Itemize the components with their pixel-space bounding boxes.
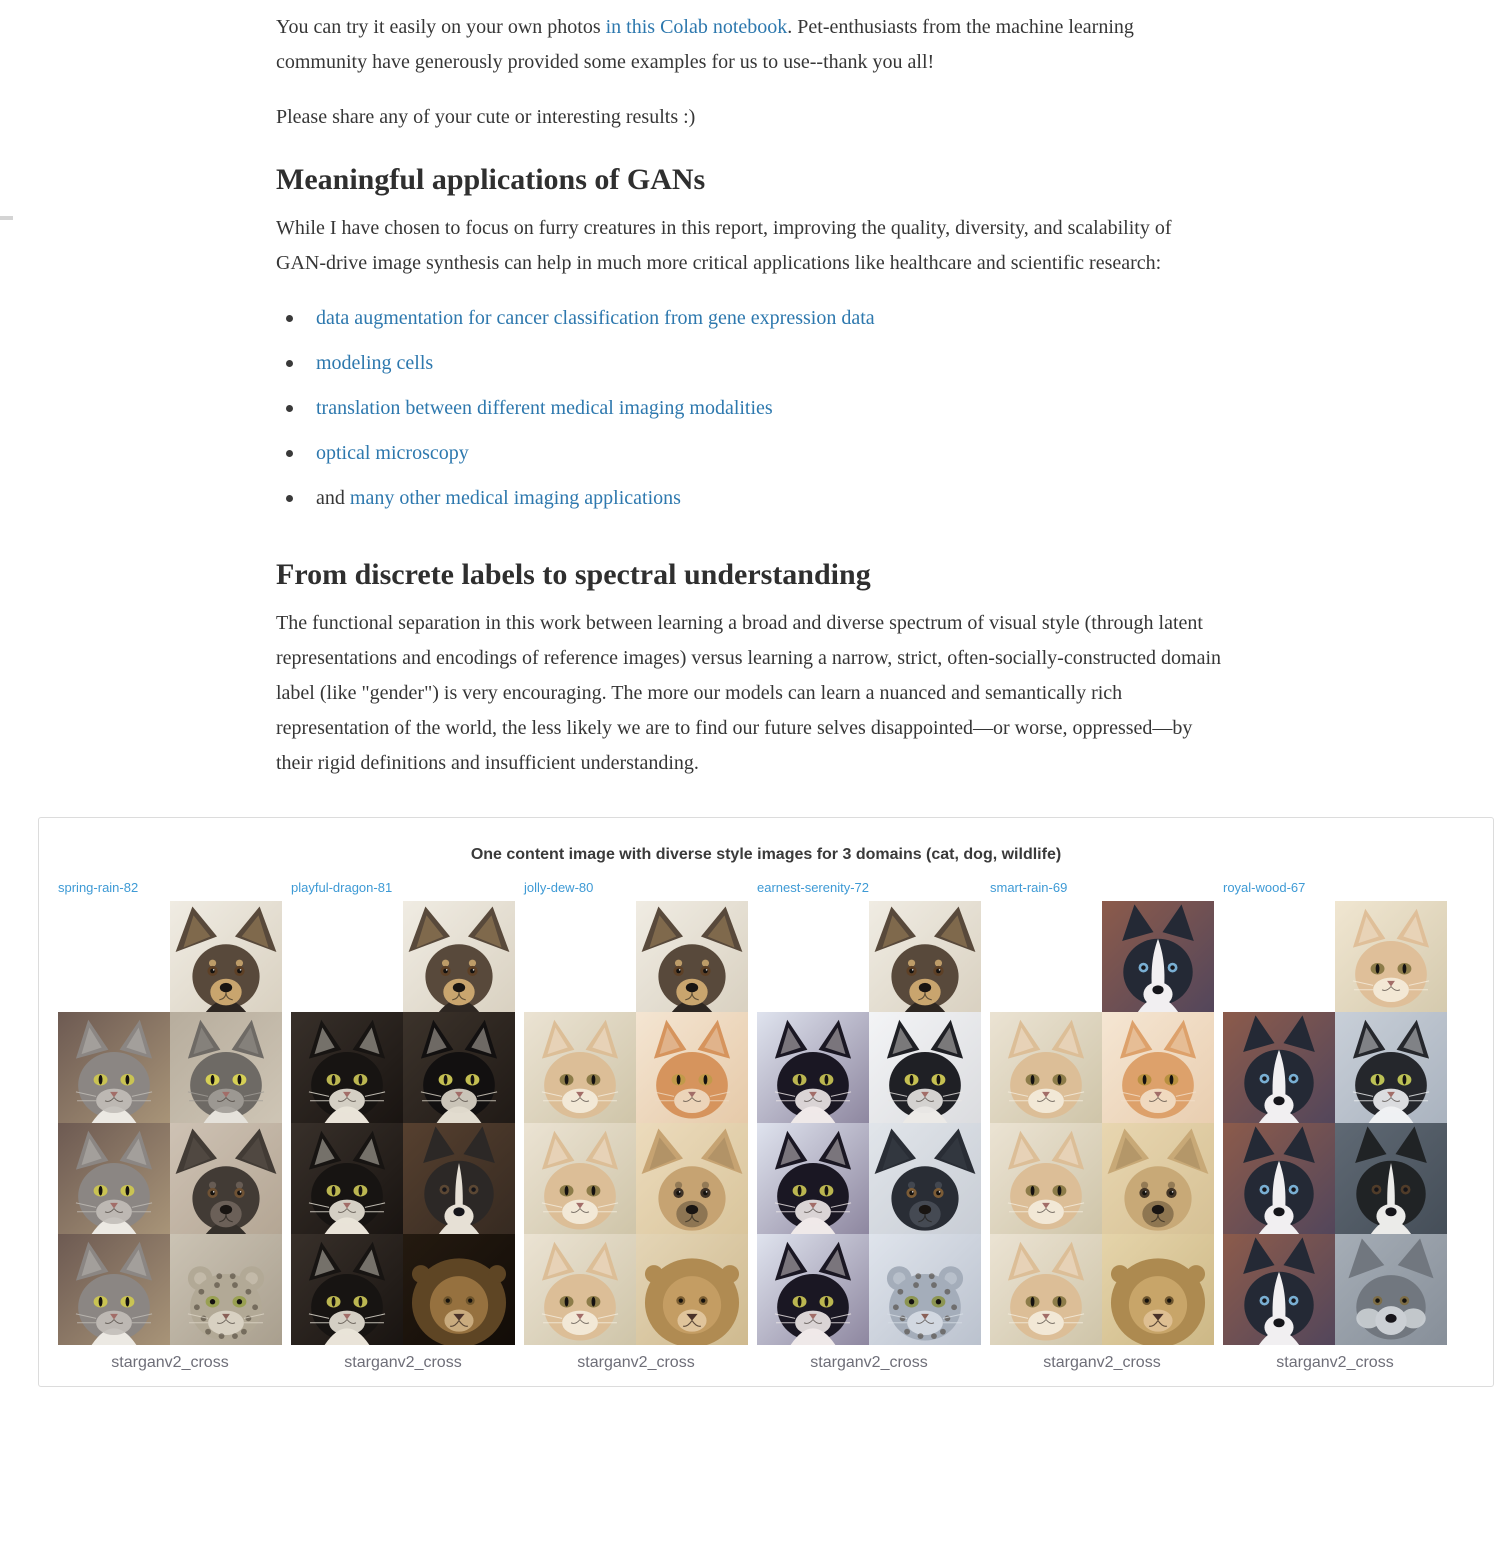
result-image-cat[interactable]	[403, 1012, 515, 1123]
heading-meaningful-applications: Meaningful applications of GANs	[276, 163, 706, 196]
result-image-lion[interactable]	[636, 1234, 748, 1345]
image-grid	[291, 901, 515, 1345]
spectral-paragraph: The functional separation in this work between learning a broad and diverse spectrum of visual style (through latent representations and encodings of reference images) versus learning a narrow, strict, often-socially-constructed domain label (like "gender") is very encouraging. The more our models can learn a nuanced and semantically rich representation of the world, the less likely we are to find our future selves disappointed—or worse, oppressed—by their rigid definitions and insufficient understanding.	[276, 612, 1222, 774]
run-name-label[interactable]: jolly-dew-80	[524, 880, 594, 895]
run-name-label[interactable]: spring-rain-82	[58, 880, 139, 895]
content-image-cat[interactable]	[1335, 901, 1447, 1012]
application-link-cancer[interactable]: data augmentation for cancer classification from gene expression data	[316, 307, 875, 329]
list-item	[286, 436, 1222, 471]
style-image-cat[interactable]	[990, 1234, 1102, 1345]
media-column	[291, 880, 515, 1372]
panel-media-caption: starganv2_cross	[577, 1354, 695, 1371]
panel-title: One content image with diverse style images for 3 domains (cat, dog, wildlife)	[470, 846, 1062, 863]
empty-cell	[291, 901, 403, 1012]
style-image-husky[interactable]	[1223, 1234, 1335, 1345]
run-name-label[interactable]: playful-dragon-81	[291, 880, 393, 895]
result-image-leopard[interactable]	[869, 1234, 981, 1345]
intro-text-a: You can try it easily on your own photos	[276, 16, 606, 38]
result-image-cat[interactable]	[170, 1012, 282, 1123]
list-item	[286, 481, 1222, 516]
empty-cell	[58, 901, 170, 1012]
image-grid	[58, 901, 282, 1345]
style-image-cat[interactable]	[757, 1012, 869, 1123]
content-image-dog[interactable]	[170, 901, 282, 1012]
applications-paragraph: While I have chosen to focus on furry creatures in this report, improving the quality, diversity, and scalability of GAN-drive image synthesis can help in much more critical applications like healthcare and scientific research:	[276, 217, 1172, 274]
result-image-collie[interactable]	[403, 1123, 515, 1234]
style-image-cat[interactable]	[291, 1234, 403, 1345]
colab-notebook-link[interactable]: in this Colab notebook	[605, 16, 788, 38]
content-image-dog[interactable]	[403, 901, 515, 1012]
media-panel	[38, 817, 1494, 1387]
result-image-dog[interactable]	[1102, 1123, 1214, 1234]
panel-media-caption: starganv2_cross	[111, 1354, 229, 1371]
application-link-medical-imaging[interactable]: many other medical imaging applications	[349, 487, 681, 509]
panel-media-caption: starganv2_cross	[1276, 1354, 1394, 1371]
share-paragraph: Please share any of your cute or interesting results :)	[276, 106, 696, 128]
result-image-collie[interactable]	[1335, 1123, 1447, 1234]
image-grid	[524, 901, 748, 1345]
media-column	[990, 880, 1214, 1372]
run-name-label[interactable]: royal-wood-67	[1223, 880, 1306, 895]
empty-cell	[524, 901, 636, 1012]
result-image-cat[interactable]	[1102, 1012, 1214, 1123]
content-image-dog[interactable]	[636, 901, 748, 1012]
style-image-cat[interactable]	[58, 1123, 170, 1234]
panel-media-caption: starganv2_cross	[810, 1354, 928, 1371]
intro-paragraph	[276, 10, 1222, 80]
image-grid	[1223, 901, 1447, 1345]
list-item	[286, 391, 1222, 426]
style-image-cat[interactable]	[291, 1012, 403, 1123]
content-image-husky[interactable]	[1102, 901, 1214, 1012]
result-image-cat[interactable]	[1335, 1012, 1447, 1123]
list-item	[286, 301, 1222, 336]
style-image-cat[interactable]	[757, 1234, 869, 1345]
image-grid	[757, 901, 981, 1345]
result-image-dog[interactable]	[636, 1123, 748, 1234]
content-image-dog[interactable]	[869, 901, 981, 1012]
style-image-cat[interactable]	[291, 1123, 403, 1234]
result-image-lion[interactable]	[1102, 1234, 1214, 1345]
style-image-cat[interactable]	[58, 1012, 170, 1123]
result-image-dog[interactable]	[869, 1123, 981, 1234]
application-link-microscopy[interactable]: optical microscopy	[316, 442, 469, 464]
result-image-lion[interactable]	[403, 1234, 515, 1345]
style-image-cat[interactable]	[58, 1234, 170, 1345]
style-image-cat[interactable]	[524, 1123, 636, 1234]
style-image-husky[interactable]	[1223, 1012, 1335, 1123]
style-image-husky[interactable]	[1223, 1123, 1335, 1234]
run-name-label[interactable]: smart-rain-69	[990, 880, 1068, 895]
result-image-wolf[interactable]	[1335, 1234, 1447, 1345]
result-image-leopard[interactable]	[170, 1234, 282, 1345]
empty-cell	[1223, 901, 1335, 1012]
media-column	[58, 880, 282, 1372]
media-column	[1223, 880, 1447, 1372]
applications-list	[276, 301, 1222, 516]
panel-media-caption: starganv2_cross	[1043, 1354, 1161, 1371]
result-image-cat[interactable]	[636, 1012, 748, 1123]
result-image-cat[interactable]	[869, 1012, 981, 1123]
style-image-cat[interactable]	[757, 1123, 869, 1234]
report-body	[276, 0, 1222, 781]
empty-cell	[990, 901, 1102, 1012]
list-item	[286, 346, 1222, 381]
application-link-translation[interactable]: translation between different medical imaging modalities	[316, 397, 773, 419]
style-image-cat[interactable]	[524, 1012, 636, 1123]
intro-text-b: . Pet-enthusiasts from the machine learning community have generously provided some examples for us to use--thank you all!	[276, 16, 1134, 73]
panel-media-caption: starganv2_cross	[344, 1354, 462, 1371]
style-image-cat[interactable]	[524, 1234, 636, 1345]
media-columns	[39, 880, 1493, 1372]
media-column	[757, 880, 981, 1372]
application-link-cells[interactable]: modeling cells	[316, 352, 434, 374]
result-image-dog[interactable]	[170, 1123, 282, 1234]
empty-cell	[757, 901, 869, 1012]
run-name-label[interactable]: earnest-serenity-72	[757, 880, 869, 895]
image-grid	[990, 901, 1214, 1345]
media-column	[524, 880, 748, 1372]
style-image-cat[interactable]	[990, 1123, 1102, 1234]
left-edge-marker	[0, 216, 13, 220]
style-image-cat[interactable]	[990, 1012, 1102, 1123]
heading-spectral-understanding: From discrete labels to spectral understanding	[276, 558, 871, 591]
list-item-prefix: and	[316, 487, 350, 509]
